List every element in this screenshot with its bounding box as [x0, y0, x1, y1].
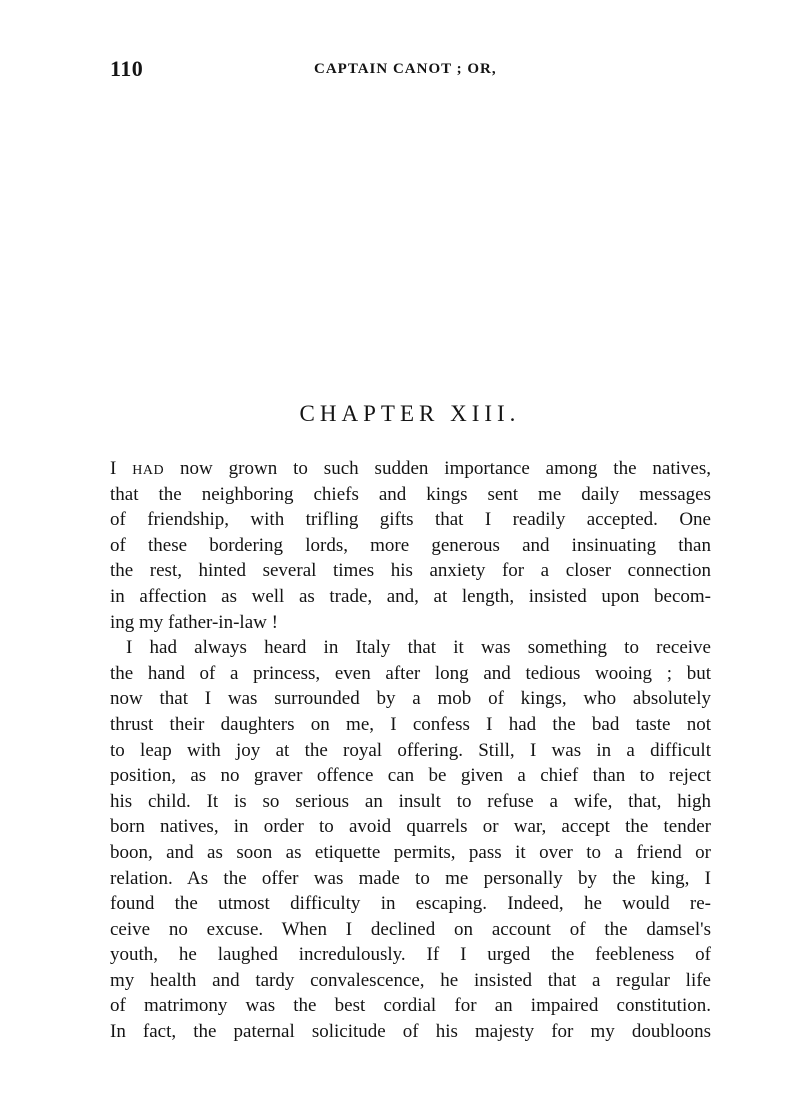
- text-line: his child. It is so serious an insult to refuse a wife, that, high: [110, 790, 711, 812]
- body-text: [110, 456, 711, 1045]
- text-line: In fact, the paternal solicitude of his majesty for my doubloons: [110, 1021, 711, 1043]
- page-number: 110: [110, 56, 144, 81]
- text-line: in affection as well as trade, and, at length, insisted upon becom-: [110, 585, 711, 607]
- text-line: found the utmost difficulty in escaping. Indeed, he would re-: [110, 893, 711, 915]
- text-line: my health and tardy convalescence, he insisted that a regular life: [110, 969, 711, 991]
- text-line: that the neighboring chiefs and kings sent me daily messages: [110, 483, 711, 505]
- lead-word: I: [110, 458, 117, 479]
- text-line: boon, and as soon as etiquette permits, pass it over to a friend or: [110, 841, 711, 863]
- text-line: the hand of a princess, even after long and tedious wooing ; but: [110, 662, 711, 684]
- text-line: now that I was surrounded by a mob of kings, who absolutely: [110, 688, 711, 710]
- text-line: of friendship, with trifling gifts that I readily accepted. One: [110, 509, 711, 531]
- line-text: now grown to such sudden importance among the natives,: [164, 458, 711, 479]
- text-line: ceive no excuse. When I declined on account of the damsel's: [110, 918, 711, 940]
- text-line: I had always heard in Italy that it was something to receive: [126, 637, 711, 659]
- text-line: of these bordering lords, more generous and insinuating than: [110, 534, 711, 556]
- text-line: youth, he laughed incredulously. If I urged the feebleness of: [110, 944, 711, 966]
- text-line: relation. As the offer was made to me personally by the king, I: [110, 867, 711, 889]
- text-line: to leap with joy at the royal offering. Still, I was in a difficult: [110, 739, 711, 761]
- text-line: position, as no graver offence can be given a chief than to reject: [110, 765, 711, 787]
- text-line: thrust their daughters on me, I confess I had the bad taste not: [110, 713, 711, 735]
- chapter-title: CHAPTER XIII.: [299, 401, 521, 426]
- text-line: the rest, hinted several times his anxiety for a closer connection: [110, 560, 711, 582]
- running-title: CAPTAIN CANOT ; OR,: [314, 61, 497, 77]
- text-line: [110, 456, 711, 482]
- text-line: of matrimony was the best cordial for an impaired constitution.: [110, 995, 711, 1017]
- lead-smallcaps: HAD: [132, 463, 165, 478]
- text-line: ing my father-in-law !: [110, 611, 278, 633]
- text-line: born natives, in order to avoid quarrels or war, accept the tender: [110, 816, 711, 838]
